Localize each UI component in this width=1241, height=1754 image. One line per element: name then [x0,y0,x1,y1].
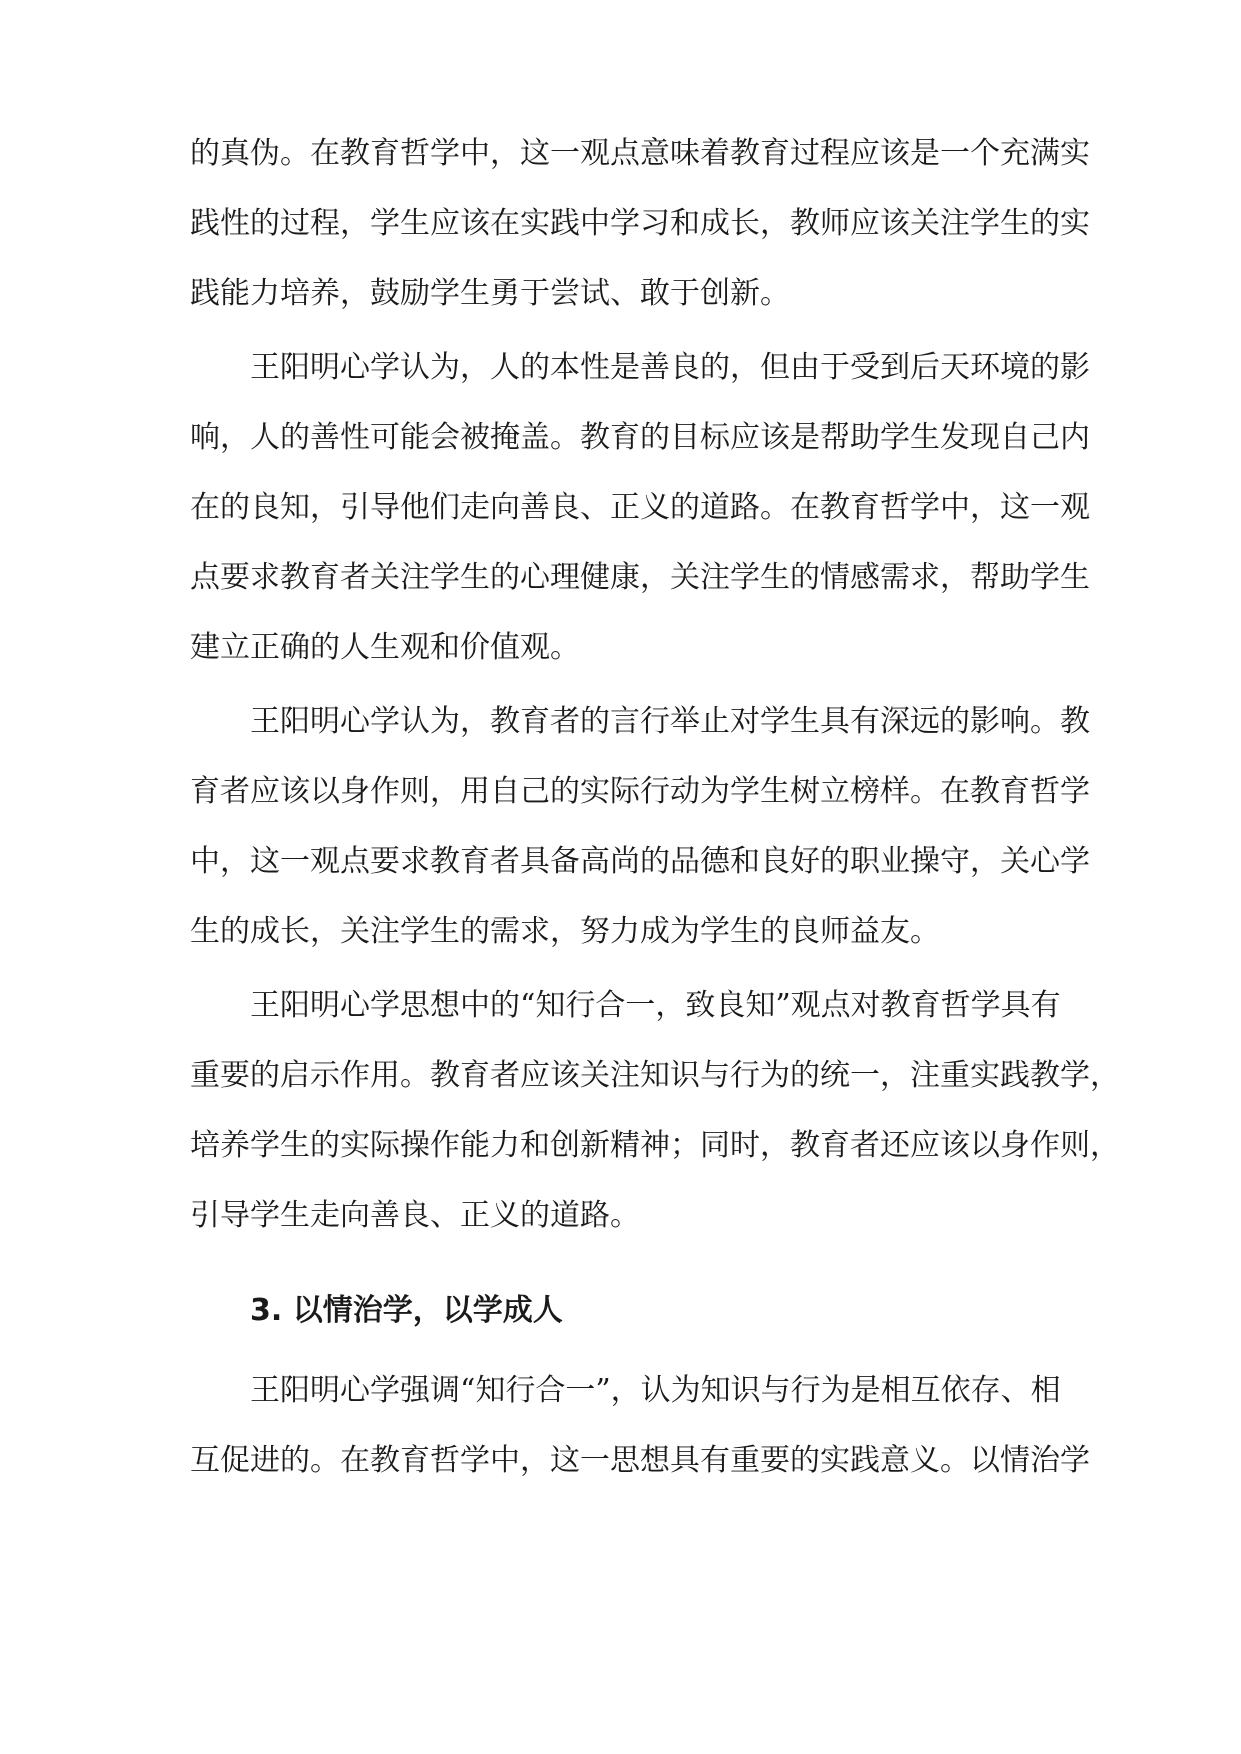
paragraph-4-line-4: 引导学生走向善良、正义的道路。 [190,1198,640,1233]
paragraph-3-line-1: 王阳明心学认为，教育者的言行举止对学生具有深远的影响。教 [250,704,1090,739]
paragraph-2-line-5: 建立正确的人生观和价值观。 [190,630,580,665]
paragraph-4-line-1: 王阳明心学思想中的“知行合一，致良知”观点对教育哲学具有 [250,988,1061,1023]
section-heading: 3. 以情治学，以学成人 [250,1293,563,1328]
paragraph-2-line-1: 王阳明心学认为，人的本性是善良的，但由于受到后天环境的影 [250,350,1090,385]
paragraph-2-line-2: 响，人的善性可能会被掩盖。教育的目标应该是帮助学生发现自己内 [190,420,1090,455]
paragraph-2-line-3: 在的良知，引导他们走向善良、正义的道路。在教育哲学中，这一观 [190,490,1090,525]
paragraph-3-line-3: 中，这一观点要求教育者具备高尚的品德和良好的职业操守，关心学 [190,844,1090,879]
paragraph-3-line-4: 生的成长，关注学生的需求，努力成为学生的良师益友。 [190,914,940,949]
section-paragraph-line-1: 王阳明心学强调“知行合一”，认为知识与行为是相互依存、相 [250,1373,1061,1408]
section-paragraph-line-2: 互促进的。在教育哲学中，这一思想具有重要的实践意义。以情治学 [190,1443,1090,1478]
paragraph-4-line-2: 重要的启示作用。教育者应该关注知识与行为的统一，注重实践教学， [190,1058,1120,1093]
paragraph-2-line-4: 点要求教育者关注学生的心理健康，关注学生的情感需求，帮助学生 [190,560,1090,595]
paragraph-4-line-3: 培养学生的实际操作能力和创新精神；同时，教育者还应该以身作则， [190,1128,1120,1163]
paragraph-1-line-2: 践性的过程，学生应该在实践中学习和成长，教师应该关注学生的实 [190,206,1090,241]
paragraph-1-line-3: 践能力培养，鼓励学生勇于尝试、敢于创新。 [190,276,790,311]
paragraph-3-line-2: 育者应该以身作则，用自己的实际行动为学生树立榜样。在教育哲学 [190,774,1090,809]
paragraph-1-line-1: 的真伪。在教育哲学中，这一观点意味着教育过程应该是一个充满实 [190,136,1090,171]
